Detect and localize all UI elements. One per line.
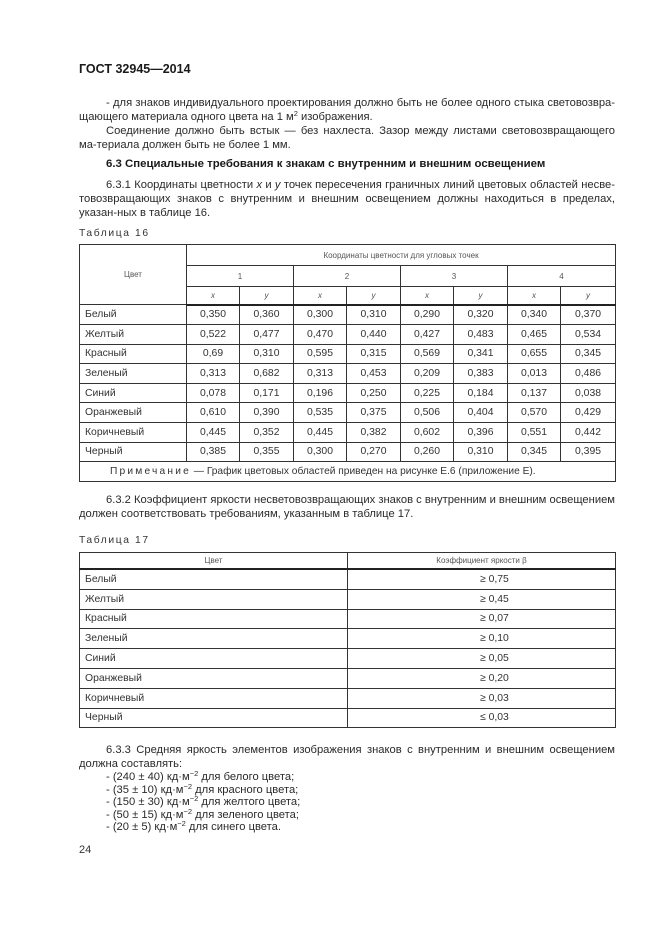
header-x: x (187, 287, 240, 305)
var-x: x (256, 179, 263, 191)
coordinate-value: 0,382 (347, 423, 401, 443)
luminance-coefficient-value: ≥ 0,07 (348, 609, 616, 629)
color-name: Зеленый (80, 364, 187, 384)
coordinate-value: 0,522 (187, 325, 240, 345)
coordinate-value: 0,486 (561, 364, 616, 384)
coordinate-value: 0,602 (401, 423, 454, 443)
page-number: 24 (79, 844, 92, 856)
header-color: Цвет (80, 245, 187, 305)
paragraph-6-3-2: 6.3.2 Коэффициент яркости несветовозвращающих знаков с внутренним и внешним освещением должен соответствовать требованиям, указанным в таблице 17. (79, 494, 615, 520)
luminance-coefficient-value: ≥ 0,05 (348, 649, 616, 669)
table-row (80, 629, 616, 649)
color-description: для синего цвета. (185, 821, 281, 834)
header-luminance-coefficient: Коэффициент яркости β (348, 553, 616, 570)
coordinate-value: 0,341 (454, 344, 508, 364)
paragraph-6-3-1 (79, 178, 615, 220)
coordinate-value: 0,137 (508, 383, 561, 403)
coordinate-value: 0,260 (401, 442, 454, 462)
coordinate-value: 0,682 (240, 364, 294, 384)
note-label: Примечание (110, 466, 191, 478)
coordinate-value: 0,569 (401, 344, 454, 364)
luminance-value: - (20 ± 5) (106, 821, 155, 834)
color-description: для желтого цвета; (198, 796, 301, 809)
unit: кд·м (160, 783, 184, 796)
header-y: y (561, 287, 616, 305)
coordinate-value: 0,404 (454, 403, 508, 423)
header-point-2: 2 (294, 266, 401, 287)
table-row (80, 403, 616, 423)
coordinate-value: 0,013 (508, 364, 561, 384)
list-item (106, 796, 300, 809)
coordinate-value: 0,551 (508, 423, 561, 443)
coordinate-value: 0,506 (401, 403, 454, 423)
coordinate-value: 0,445 (187, 423, 240, 443)
luminance-value: - (150 ± 30) (106, 796, 167, 809)
coordinate-value: 0,313 (294, 364, 347, 384)
color-name: Черный (80, 708, 348, 728)
header-y: y (454, 287, 508, 305)
coordinate-value: 0,396 (454, 423, 508, 443)
header-point-4: 4 (508, 266, 616, 287)
unit: кд·м (160, 808, 184, 821)
luminance-list (106, 771, 300, 834)
header-x: x (508, 287, 561, 305)
unit-exponent: −2 (177, 819, 186, 829)
color-name: Красный (80, 609, 348, 629)
unit-exponent: −2 (189, 794, 199, 804)
list-item (106, 771, 300, 784)
unit: кд·м (166, 796, 190, 809)
coordinate-value: 0,445 (294, 423, 347, 443)
coordinate-value: 0,038 (561, 383, 616, 403)
header-x: x (294, 287, 347, 305)
coordinate-value: 0,483 (454, 325, 508, 345)
coordinate-value: 0,345 (508, 442, 561, 462)
unit-exponent: −2 (183, 781, 193, 791)
coordinate-value: 0,300 (294, 442, 347, 462)
unit-exponent: −2 (189, 769, 199, 778)
coordinate-value: 0,440 (347, 325, 401, 345)
coordinate-value: 0,477 (240, 325, 294, 345)
coordinate-value: 0,360 (240, 305, 294, 325)
coordinate-value: 0,196 (294, 383, 347, 403)
coordinate-value: 0,375 (347, 403, 401, 423)
luminance-coefficient-value: ≥ 0,20 (348, 668, 616, 688)
header-point-3: 3 (401, 266, 508, 287)
note-text: — График цветовых областей приведен на рисунке Е.6 (приложение Е). (190, 466, 536, 478)
list-item (106, 821, 300, 834)
table-row (80, 589, 616, 609)
p631-suffix: точек пересечения граничных линий цветовых областей несве-товозвращающих знаков с внутренним и внешним освещением должны находиться в пределах, указан-ных в таблице 16. (79, 179, 615, 219)
color-description: для зеленого цвета; (192, 808, 299, 821)
table-17-caption: Таблица 17 (79, 535, 150, 546)
coordinate-value: 0,429 (561, 403, 616, 423)
coordinate-value: 0,534 (561, 325, 616, 345)
color-description: для белого цвета; (198, 771, 295, 783)
color-name: Зеленый (80, 629, 348, 649)
coordinate-value: 0,250 (347, 383, 401, 403)
coordinate-value: 0,171 (240, 383, 294, 403)
luminance-value: - (240 ± 40) (106, 771, 167, 783)
list-item (106, 806, 300, 822)
table-row (80, 668, 616, 688)
coordinate-value: 0,320 (454, 305, 508, 325)
document-header: ГОСТ 32945—2014 (79, 62, 191, 76)
var-y: y (274, 179, 281, 191)
header-y: y (240, 287, 294, 305)
coordinate-value: 0,310 (454, 442, 508, 462)
table-row (80, 442, 616, 462)
coordinate-value: 0,310 (347, 305, 401, 325)
superscript: 2 (293, 109, 298, 118)
table-row (80, 325, 616, 345)
luminance-value: - (50 ± 15) (106, 808, 161, 821)
table-row (80, 383, 616, 403)
coordinate-value: 0,370 (561, 305, 616, 325)
header-y: y (347, 287, 401, 305)
coordinate-value: 0,313 (187, 364, 240, 384)
coordinate-value: 0,300 (294, 305, 347, 325)
coordinate-value: 0,078 (187, 383, 240, 403)
p631-prefix: 6.3.1 Координаты цветности (106, 179, 257, 191)
paragraph-6-3-3: 6.3.3 Средняя яркость элементов изображения знаков с внутренним и внешним освещением должна составлять: (79, 744, 615, 770)
color-name: Белый (80, 305, 187, 325)
coordinate-value: 0,427 (401, 325, 454, 345)
header-point-1: 1 (187, 266, 294, 287)
coordinate-value: 0,453 (347, 364, 401, 384)
color-description: для красного цвета; (192, 783, 299, 796)
coordinate-value: 0,383 (454, 364, 508, 384)
table-17 (79, 552, 616, 728)
coordinate-value: 0,570 (508, 403, 561, 423)
coordinate-value: 0,209 (401, 364, 454, 384)
luminance-coefficient-value: ≥ 0,03 (348, 688, 616, 708)
color-name: Оранжевый (80, 668, 348, 688)
intro-paragraph-2: Соединение должно быть встык — без нахлеста. Зазор между листами световозвращающего ма-териала должен быть не более 1 мм. (79, 125, 615, 151)
section-title-6-3: 6.3 Специальные требования к знакам с внутренним и внешним освещением (106, 158, 546, 170)
color-name: Красный (80, 344, 187, 364)
color-name: Синий (80, 649, 348, 669)
coordinate-value: 0,350 (187, 305, 240, 325)
table-16-caption: Таблица 16 (79, 228, 150, 239)
color-name: Желтый (80, 325, 187, 345)
color-name: Коричневый (80, 688, 348, 708)
table-row (80, 688, 616, 708)
color-name: Черный (80, 442, 187, 462)
luminance-coefficient-value: ≤ 0,03 (348, 708, 616, 728)
color-name: Белый (80, 569, 348, 589)
unit: кд·м (166, 771, 190, 783)
table-row (80, 344, 616, 364)
intro-p1-suffix: изображения. (297, 111, 373, 123)
luminance-value: - (35 ± 10) (106, 783, 161, 796)
color-name: Желтый (80, 589, 348, 609)
coordinate-value: 0,345 (561, 344, 616, 364)
color-name: Синий (80, 383, 187, 403)
color-name: Оранжевый (80, 403, 187, 423)
coordinate-value: 0,595 (294, 344, 347, 364)
table-row (80, 305, 616, 325)
table-row (80, 364, 616, 384)
intro-paragraph-1 (79, 96, 615, 124)
coordinate-value: 0,390 (240, 403, 294, 423)
table-row (80, 569, 616, 589)
coordinate-value: 0,470 (294, 325, 347, 345)
table-row (80, 708, 616, 728)
intro-p1-text: - для знаков индивидуального проектирования должно быть не более одного стыка световозвра-щающего материала одного цвета на 1 м (79, 97, 615, 123)
unit: кд·м (154, 821, 178, 834)
coordinate-value: 0,385 (187, 442, 240, 462)
coordinate-value: 0,465 (508, 325, 561, 345)
coordinate-value: 0,225 (401, 383, 454, 403)
luminance-coefficient-value: ≥ 0,45 (348, 589, 616, 609)
luminance-coefficient-value: ≥ 0,10 (348, 629, 616, 649)
coordinate-value: 0,270 (347, 442, 401, 462)
header-color: Цвет (80, 553, 348, 570)
table-16 (79, 244, 616, 482)
coordinate-value: 0,310 (240, 344, 294, 364)
unit-exponent: −2 (183, 806, 193, 816)
table-16-note (80, 462, 616, 482)
header-x: x (401, 287, 454, 305)
coordinate-value: 0,655 (508, 344, 561, 364)
coordinate-value: 0,610 (187, 403, 240, 423)
coordinate-value: 0,535 (294, 403, 347, 423)
table-row (80, 649, 616, 669)
coordinate-value: 0,442 (561, 423, 616, 443)
coordinate-value: 0,290 (401, 305, 454, 325)
coordinate-value: 0,315 (347, 344, 401, 364)
table-row (80, 423, 616, 443)
coordinate-value: 0,395 (561, 442, 616, 462)
color-name: Коричневый (80, 423, 187, 443)
coordinate-value: 0,340 (508, 305, 561, 325)
header-coordinates: Координаты цветности для угловых точек (187, 245, 616, 266)
coordinate-value: 0,355 (240, 442, 294, 462)
coordinate-value: 0,184 (454, 383, 508, 403)
table-row (80, 609, 616, 629)
luminance-coefficient-value: ≥ 0,75 (348, 569, 616, 589)
list-item (106, 781, 300, 797)
p631-mid: и (262, 179, 275, 191)
coordinate-value: 0,69 (187, 344, 240, 364)
coordinate-value: 0,352 (240, 423, 294, 443)
